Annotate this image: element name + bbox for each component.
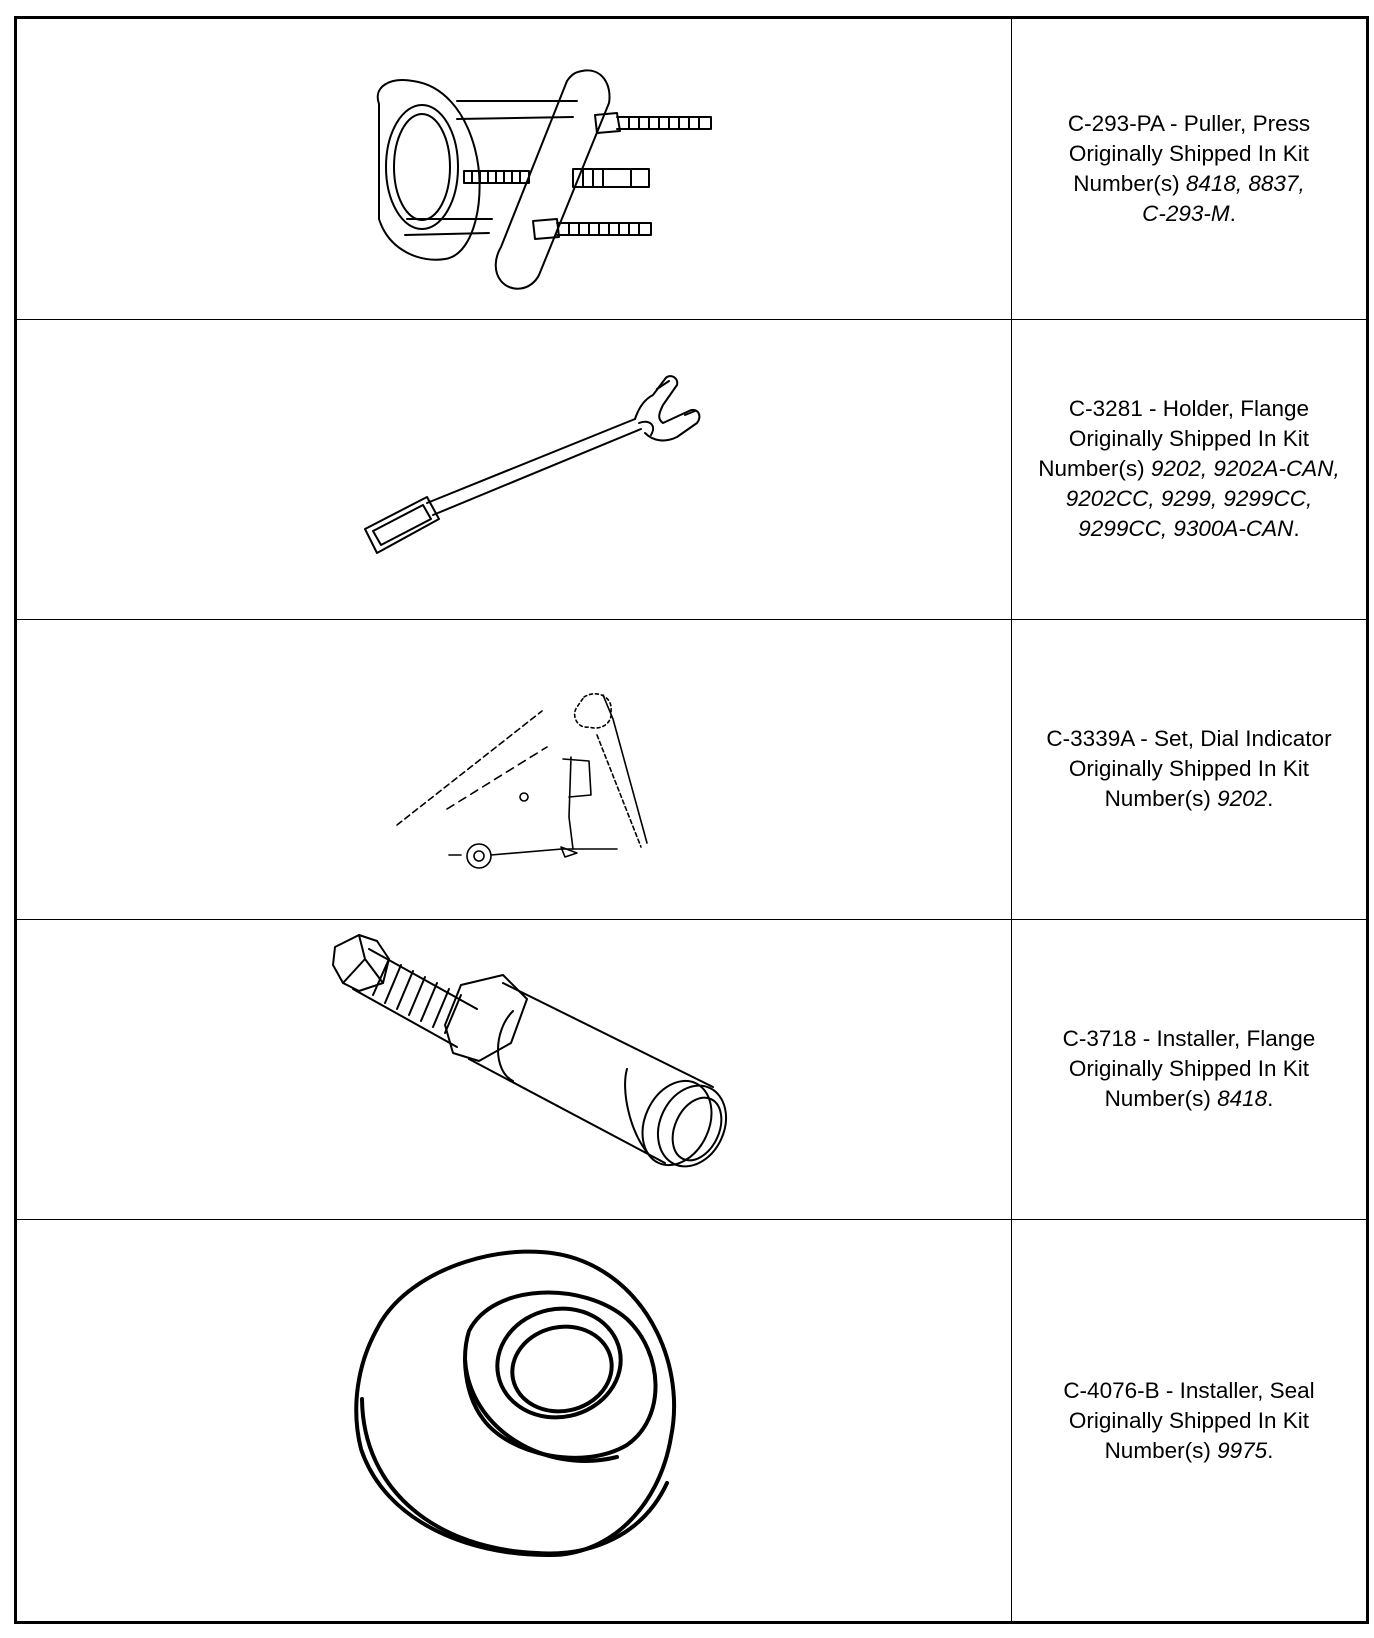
- kit-numbers: 8418: [1217, 1086, 1268, 1111]
- kit-numbers-line: [1073, 169, 1304, 199]
- kit-numbers: 9202CC, 9299, 9299CC,: [1065, 486, 1313, 511]
- shipped-label: Originally Shipped In Kit: [1068, 141, 1310, 166]
- tool-description: [1012, 919, 1366, 1219]
- tool-description: [1012, 319, 1366, 619]
- table-row: [17, 619, 1366, 920]
- period: .: [1293, 516, 1300, 541]
- tool-description: [1012, 1219, 1366, 1622]
- tool-title: C-3339A - Set, Dial Indicator: [1046, 726, 1332, 751]
- kit-numbers-line: [1142, 199, 1236, 229]
- table-row: [17, 319, 1366, 620]
- kit-numbers: 9975: [1217, 1437, 1268, 1463]
- tool-illustration-cell: [17, 319, 1011, 619]
- period: .: [1229, 201, 1236, 226]
- number-label: Number(s): [1104, 786, 1211, 811]
- tool-illustration-cell: [17, 919, 1011, 1219]
- tool-title: C-3281 - Holder, Flange: [1068, 396, 1310, 421]
- flange-holder-illustration: [17, 319, 1011, 619]
- kit-numbers-line: [1078, 514, 1299, 544]
- flange-installer-illustration: [17, 919, 1011, 1219]
- kit-numbers: 9202: [1217, 786, 1268, 811]
- tool-illustration-cell: [17, 619, 1011, 919]
- dial-indicator-set-illustration: [17, 619, 1011, 919]
- table-row: [17, 19, 1366, 320]
- tool-table: [14, 16, 1369, 1624]
- shipped-label: Originally Shipped In Kit: [1068, 756, 1310, 781]
- period: .: [1267, 1437, 1274, 1463]
- shipped-label: Originally Shipped In Kit: [1068, 1407, 1310, 1433]
- number-label: Number(s): [1038, 456, 1145, 481]
- tool-description: [1012, 19, 1366, 319]
- number-label: Number(s): [1073, 171, 1180, 196]
- tool-description: [1012, 619, 1366, 919]
- puller-press-illustration: [17, 19, 1011, 319]
- table-row: [17, 1219, 1366, 1622]
- tool-title: C-3718 - Installer, Flange: [1062, 1026, 1316, 1051]
- kit-numbers: 9299CC, 9300A-CAN: [1078, 516, 1294, 541]
- tool-title: C-4076-B - Installer, Seal: [1063, 1377, 1315, 1403]
- kit-numbers-line: [1038, 454, 1339, 484]
- tool-illustration-cell: [17, 19, 1011, 319]
- period: .: [1267, 1086, 1274, 1111]
- shipped-label: Originally Shipped In Kit: [1068, 426, 1310, 451]
- period: .: [1267, 786, 1274, 811]
- kit-numbers: 8418, 8837,: [1185, 171, 1305, 196]
- number-label: Number(s): [1104, 1437, 1211, 1463]
- kit-numbers: 9202, 9202A-CAN,: [1150, 456, 1340, 481]
- tool-illustration-cell: [17, 1219, 1011, 1622]
- table-row: [17, 919, 1366, 1220]
- shipped-label: Originally Shipped In Kit: [1068, 1056, 1310, 1081]
- kit-numbers: C-293-M: [1142, 201, 1230, 226]
- kit-numbers-line: [1105, 1436, 1274, 1466]
- seal-installer-illustration: [17, 1219, 1011, 1622]
- kit-numbers-line: [1105, 784, 1274, 814]
- kit-numbers-line: [1105, 1084, 1274, 1114]
- tool-title: C-293-PA - Puller, Press: [1067, 111, 1311, 136]
- number-label: Number(s): [1104, 1086, 1211, 1111]
